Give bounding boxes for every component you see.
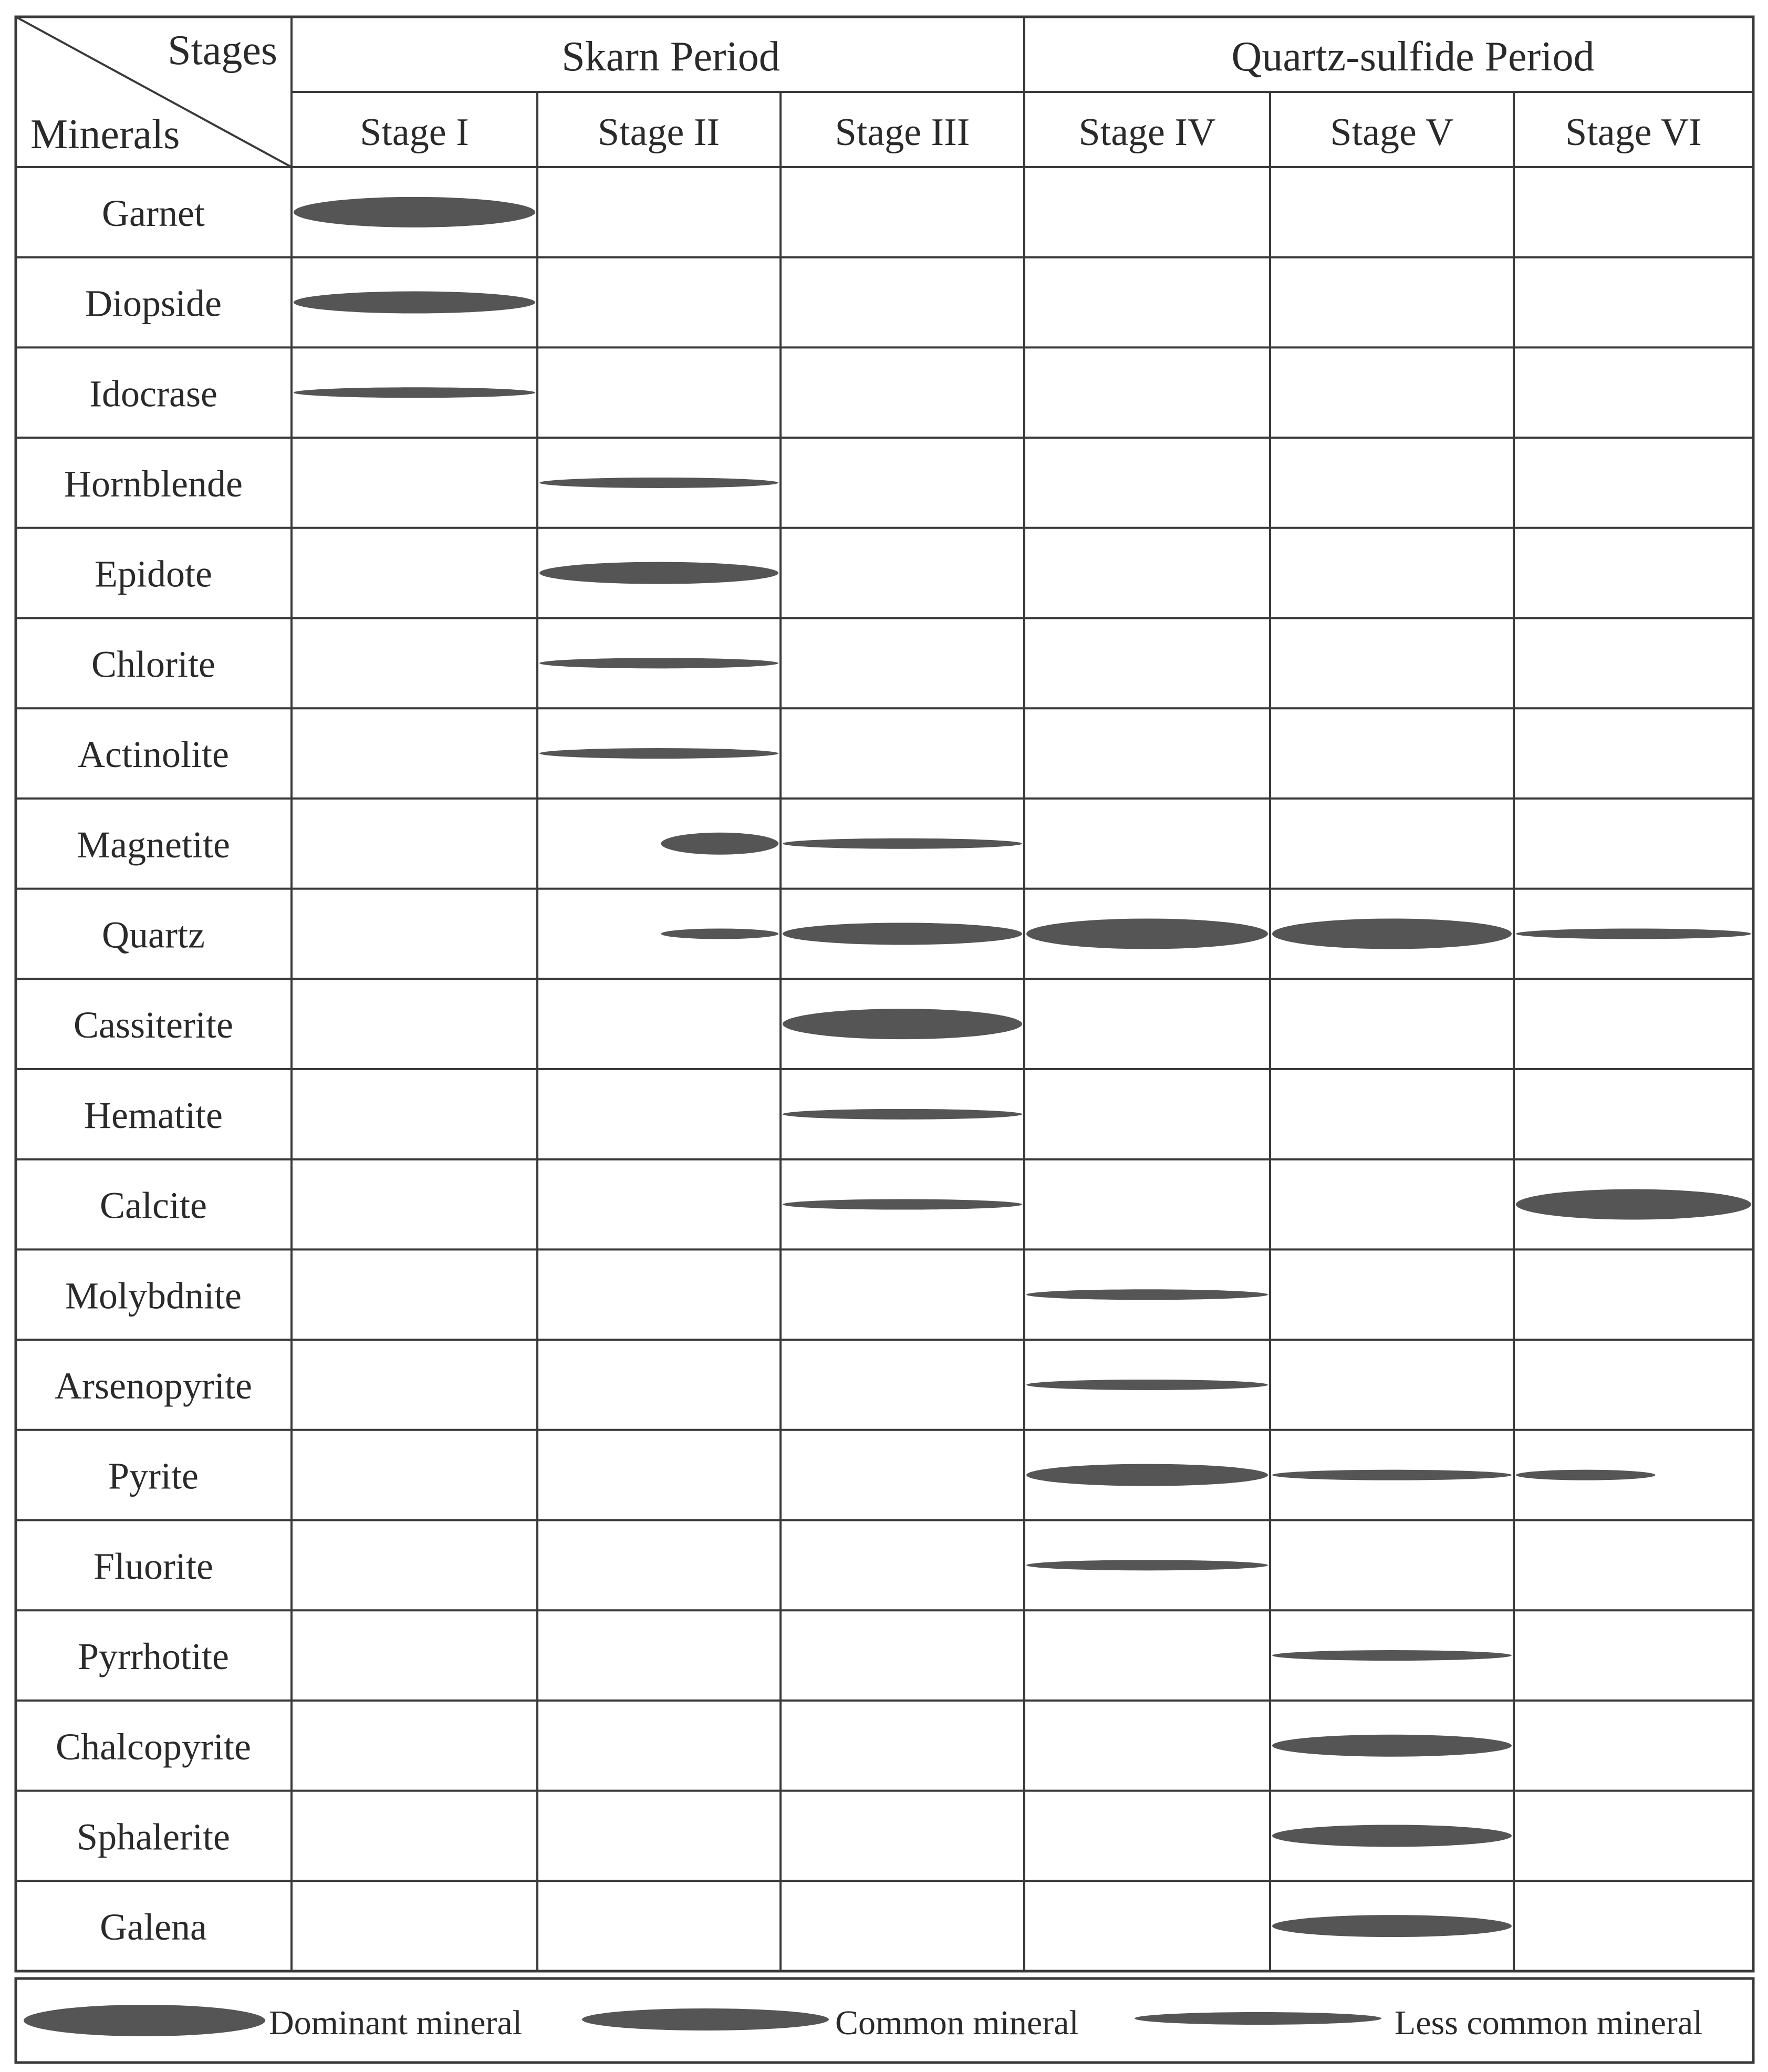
mineral-label-chlorite: Chlorite [91, 643, 215, 686]
stage-5-header: Stage V [1330, 111, 1454, 154]
legend [24, 2004, 1703, 2042]
mineral-label-diopside: Diopside [85, 282, 222, 325]
stage-6-header: Stage VI [1565, 111, 1702, 154]
stage-4-header: Stage IV [1078, 111, 1216, 154]
bar-quartz-dominant [1272, 918, 1512, 949]
stage-3-header: Stage III [835, 111, 970, 154]
mineral-label-galena: Galena [100, 1906, 207, 1949]
mineral-label-hornblende: Hornblende [64, 462, 243, 505]
occurrence-bars [294, 197, 1751, 1937]
bar-hematite-less-common [783, 1109, 1022, 1120]
legend-dominant-swatch [24, 2005, 265, 2036]
table-frame [16, 17, 1753, 1971]
legend-less-common-label: Less common mineral [1395, 2004, 1703, 2042]
mineral-label-arsenopyrite: Arsenopyrite [55, 1364, 252, 1407]
bar-chlorite-less-common [539, 658, 778, 668]
bar-quartz-common [783, 923, 1022, 945]
corner-minerals-label: Minerals [30, 111, 180, 158]
bar-galena-common [1272, 1915, 1512, 1937]
bar-pyrrhotite-less-common [1272, 1650, 1512, 1661]
legend-dominant-label: Dominant mineral [269, 2004, 523, 2042]
mineral-label-magnetite: Magnetite [77, 823, 230, 866]
mineral-label-pyrrhotite: Pyrrhotite [78, 1635, 229, 1678]
bar-quartz-less-common [661, 928, 779, 939]
period-skarn: Skarn Period [561, 34, 780, 80]
mineral-label-garnet: Garnet [102, 192, 205, 234]
mineral-label-sphalerite: Sphalerite [77, 1816, 230, 1858]
bar-chalcopyrite-common [1272, 1735, 1512, 1757]
bar-calcite-less-common [783, 1199, 1022, 1210]
bar-actinolite-less-common [539, 748, 778, 759]
bar-arsenopyrite-less-common [1026, 1380, 1268, 1390]
bar-garnet-dominant [294, 197, 535, 227]
mineral-label-cassiterite: Cassiterite [74, 1004, 233, 1047]
bar-quartz-less-common [1516, 928, 1751, 939]
bar-epidote-common [539, 562, 778, 584]
legend-common-swatch [582, 2008, 829, 2030]
mineral-label-idocrase: Idocrase [89, 372, 217, 415]
mineral-label-quartz: Quartz [102, 914, 205, 956]
mineral-label-actinolite: Actinolite [78, 733, 229, 776]
mineral-label-fluorite: Fluorite [93, 1545, 213, 1588]
stage-2-header: Stage II [597, 111, 720, 154]
bar-magnetite-common [661, 833, 779, 855]
bar-idocrase-less-common [294, 387, 535, 398]
bar-diopside-common [294, 292, 535, 314]
mineral-label-pyrite: Pyrite [108, 1455, 199, 1497]
mineral-label-epidote: Epidote [95, 553, 212, 595]
mineral-label-hematite: Hematite [84, 1094, 223, 1136]
bar-hornblende-less-common [539, 478, 778, 488]
legend-common-label: Common mineral [835, 2004, 1079, 2042]
row-dividers [16, 257, 1753, 1881]
bar-magnetite-less-common [783, 838, 1022, 849]
bar-quartz-dominant [1026, 918, 1268, 949]
period-quartz-sulfide: Quartz-sulfide Period [1231, 34, 1595, 80]
mineral-label-calcite: Calcite [100, 1184, 207, 1227]
stage-1-header: Stage I [360, 111, 469, 154]
bar-fluorite-less-common [1026, 1560, 1268, 1570]
bar-pyrite-less-common [1272, 1470, 1512, 1480]
mineral-label-molybdnite: Molybdnite [65, 1275, 242, 1317]
bar-pyrite-less-common [1516, 1470, 1656, 1480]
bar-calcite-dominant [1516, 1189, 1751, 1220]
bar-pyrite-common [1026, 1464, 1268, 1486]
corner-stages-label: Stages [168, 27, 277, 74]
legend-less-common-swatch [1135, 2012, 1381, 2025]
bar-sphalerite-common [1272, 1825, 1512, 1847]
mineral-label-chalcopyrite: Chalcopyrite [56, 1725, 251, 1768]
bar-cassiterite-dominant [783, 1009, 1022, 1039]
bar-molybdnite-less-common [1026, 1289, 1268, 1300]
table-grid [16, 17, 1753, 2063]
